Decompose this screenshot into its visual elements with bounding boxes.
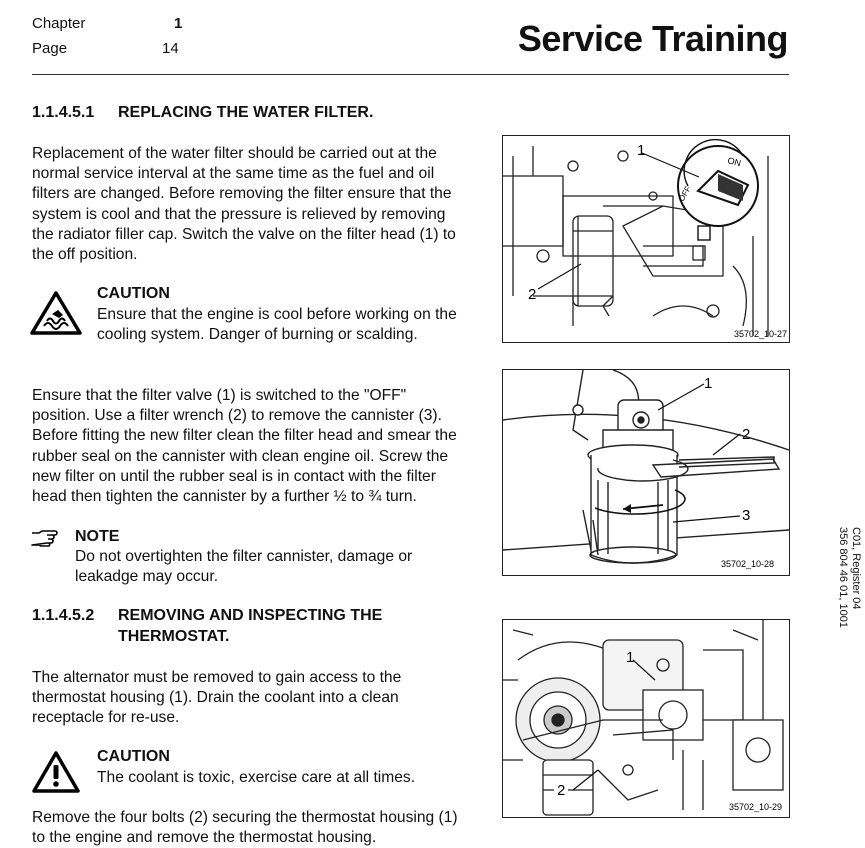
text-line: The coolant is toxic, exercise care at all times. xyxy=(97,769,416,786)
note-text xyxy=(75,547,471,587)
text-line: the radiator filler cap. Switch the valve on the filter head (1) to xyxy=(32,225,456,243)
section-2-number: 1.1.4.5.2 xyxy=(32,607,95,624)
text-line: head then tighten the cannister by a further ½ to ¾ turn. xyxy=(32,488,417,506)
callout-1: 1 xyxy=(626,649,635,666)
figure-thermostat-housing xyxy=(502,619,790,818)
text-line: leakadge may occur. xyxy=(75,568,219,586)
valve-on-label: ON xyxy=(726,155,743,169)
text-line: thermostat housing (1). Drain the coolant into a clean xyxy=(32,689,399,707)
text-line: Remove the four bolts (2) securing the thermostat housing (1) xyxy=(32,809,458,826)
figure-reference: 35702_10-28 xyxy=(721,559,775,569)
callout-leader xyxy=(538,264,581,289)
burn-hazard-warning-icon xyxy=(30,290,82,341)
section-2-heading-line-2: THERMOSTAT. xyxy=(118,628,230,645)
section-1-heading: REPLACING THE WATER FILTER. xyxy=(118,104,374,121)
register-reference xyxy=(836,527,862,628)
valve-off-label: OFF xyxy=(676,184,693,203)
text-line: Do not overtighten the filter cannister, damage or xyxy=(75,548,413,565)
chapter-number: 1 xyxy=(174,15,183,32)
section-1-paragraph-2 xyxy=(32,386,471,507)
chapter-label: Chapter xyxy=(32,15,86,32)
callout-1: 1 xyxy=(637,142,646,159)
text-line: system is cool and that the pressure is relieved by removing xyxy=(32,205,446,223)
document-number: 356 804 46 01, 1001 xyxy=(837,527,849,628)
text-line: position. Use a filter wrench (2) to remove the cannister (3). xyxy=(32,407,442,425)
caution-text xyxy=(97,305,471,345)
text-line: Ensure that the engine is cool before working on the xyxy=(97,306,457,323)
figure-reference: 35702_10-29 xyxy=(729,802,783,812)
section-2-heading-line-1: REMOVING AND INSPECTING THE xyxy=(118,607,383,624)
text-line: Before fitting the new filter clean the filter head and smear the xyxy=(32,427,457,445)
page-number: 14 xyxy=(162,40,179,57)
text-line: The alternator must be removed to gain access to the xyxy=(32,669,402,686)
text-line: new filter on until the rubber seal is in contact with the filter xyxy=(32,467,436,485)
text-line: normal service interval at the same time as the fuel and oil xyxy=(32,165,435,183)
page-label: Page xyxy=(32,40,68,57)
figure-filter-wrench xyxy=(502,369,790,576)
section-2-paragraph-2 xyxy=(32,808,471,848)
callout-2: 2 xyxy=(742,426,751,443)
text-line: rubber seal on the cannister with clean engine oil. Screw the xyxy=(32,447,449,465)
callout-leader xyxy=(658,384,704,410)
text-line: the off position. xyxy=(32,246,138,264)
text-line: cooling system. Danger of burning or scalding. xyxy=(97,326,418,344)
section-1-paragraph-1 xyxy=(32,144,471,265)
section-1-number: 1.1.4.5.1 xyxy=(32,104,95,121)
page-title: Service Training xyxy=(517,18,788,59)
callout-2: 2 xyxy=(557,782,566,799)
text-line: Ensure that the filter valve (1) is switched to the "OFF" xyxy=(32,387,407,404)
figure-water-filter-valve xyxy=(502,135,790,343)
callout-3: 3 xyxy=(742,507,751,524)
figure-reference: 35702_10-27 xyxy=(734,329,788,339)
callout-leader xyxy=(713,434,740,455)
register-line: C01, Register 04 xyxy=(850,527,862,610)
note-title: NOTE xyxy=(75,528,120,545)
text-line: Replacement of the water filter should be carried out at the xyxy=(32,145,437,162)
callout-2: 2 xyxy=(528,286,537,303)
caution-title: CAUTION xyxy=(97,285,170,302)
caution-text xyxy=(97,768,471,788)
text-line: filters are changed. Before removing the filter ensure that the xyxy=(32,185,452,203)
callout-leader xyxy=(673,516,740,522)
caution-title: CAUTION xyxy=(97,748,170,765)
text-line: receptacle for re-use. xyxy=(32,709,180,727)
text-line: to the engine and remove the thermostat housing. xyxy=(32,829,377,847)
general-warning-icon xyxy=(31,750,81,799)
section-2-paragraph-1 xyxy=(32,668,471,729)
header-divider xyxy=(32,74,789,75)
pointing-hand-icon xyxy=(30,529,60,552)
callout-1: 1 xyxy=(704,375,713,392)
